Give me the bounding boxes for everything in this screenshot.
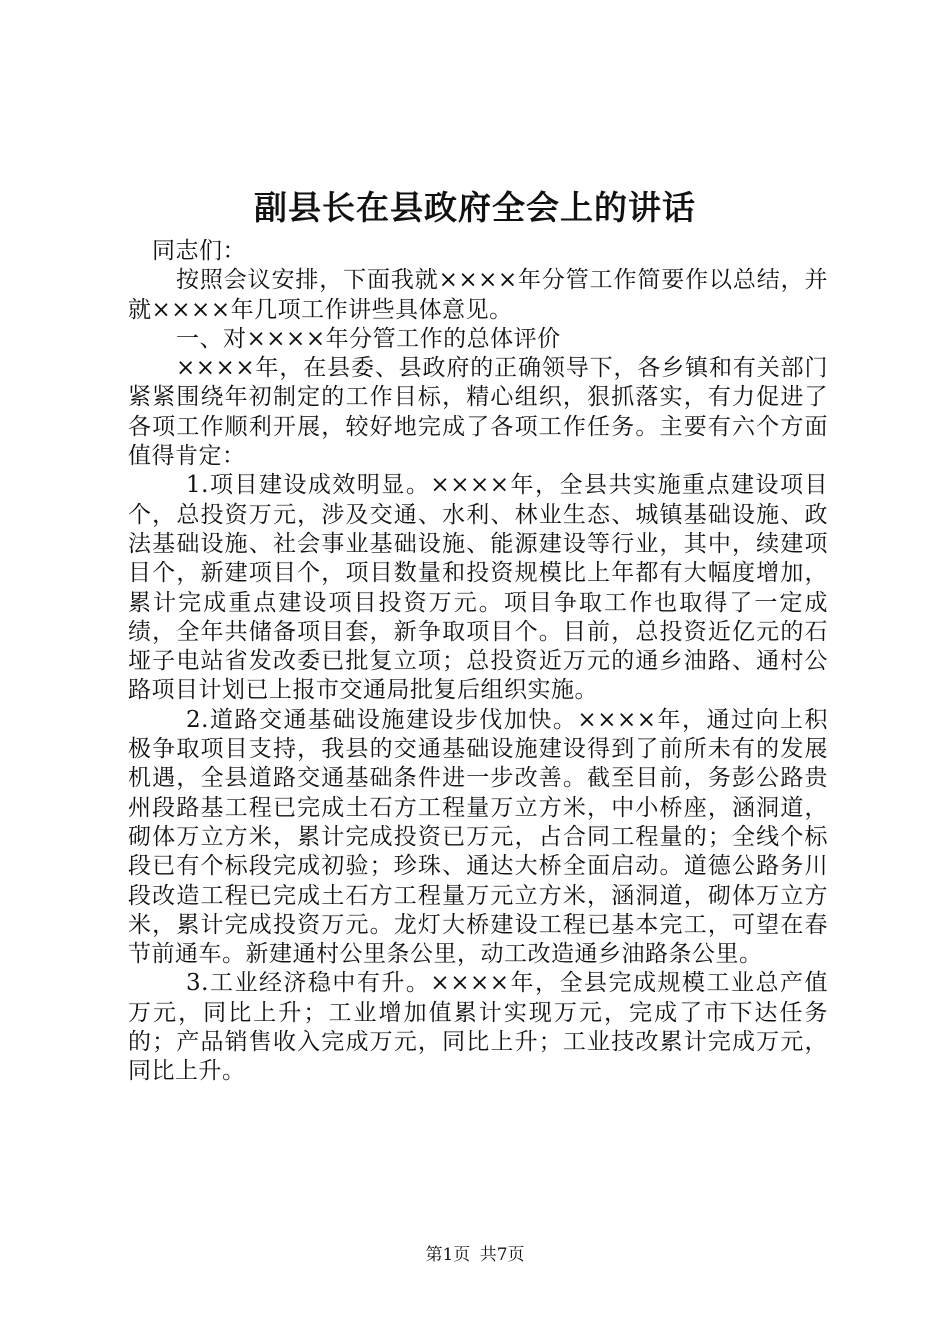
page-footer	[0, 1243, 950, 1267]
paragraph-item-3: 3.工业经济稳中有升。××××年，全县完成规模工业总产值万元，同比上升；工业增加值累计实现万元，完成了市下达任务的；产品销售收入完成万元，同比上升；工业技改累计完成万元，同比上升。	[128, 970, 828, 1085]
paragraph-item-1: 1.项目建设成效明显。××××年，全县共实施重点建设项目个，总投资万元，涉及交通、水利、林业生态、城镇基础设施、政法基础设施、社会事业基础设施、能源建设等行业，其中，续建项目个，新建项目个，项目数量和投资规模比上年都有大幅度增加，累计完成重点建设项目投资万元。项目争取工作也取得了一定成绩，全年共储备项目套，新争取项目个。目前，总投资近亿元的石垭子电站省发改委已批复立项；总投资近万元的通乡油路、通村公路项目计划已上报市交通局批复后组织实施。	[128, 472, 828, 704]
paragraph-item-2: 2.道路交通基础设施建设步伐加快。××××年，通过向上积极争取项目支持，我县的交通基础设施建设得到了前所未有的发展机遇，全县道路交通基础条件进一步改善。截至目前，务彭公路贵州段路基工程已完成土石方工程量万立方米，中小桥座，涵洞道，砌体万立方米，累计完成投资已万元，占合同工程量的；全线个标段已有个标段完成初验；珍珠、通达大桥全面启动。道德公路务川段改造工程已完成土石方工程量万元立方米，涵洞道，砌体万立方米，累计完成投资万元。龙灯大桥建设工程已基本完工，可望在春节前通车。新建通村公里条公里，动工改造通乡油路条公里。	[128, 706, 828, 968]
salutation: 同志们：	[152, 238, 246, 264]
section-heading: 一、对××××年分管工作的总体评价	[176, 325, 561, 352]
paragraph-overview: ××××年，在县委、县政府的正确领导下，各乡镇和有关部门紧紧围绕年初制定的工作目标，精心组织，狠抓落实，有力促进了各项工作顺利开展，较好地完成了各项工作任务。主要有六个方面值得肯定：	[128, 355, 828, 470]
page-title: 副县长在县政府全会上的讲话	[254, 188, 696, 227]
page-total: 共7页	[479, 1245, 525, 1265]
page-number: 第1页	[425, 1245, 471, 1265]
paragraph-intro: 按照会议安排，下面我就××××年分管工作简要作以总结，并就××××年几项工作讲些具体意见。	[128, 267, 828, 323]
document-body	[128, 237, 828, 1087]
